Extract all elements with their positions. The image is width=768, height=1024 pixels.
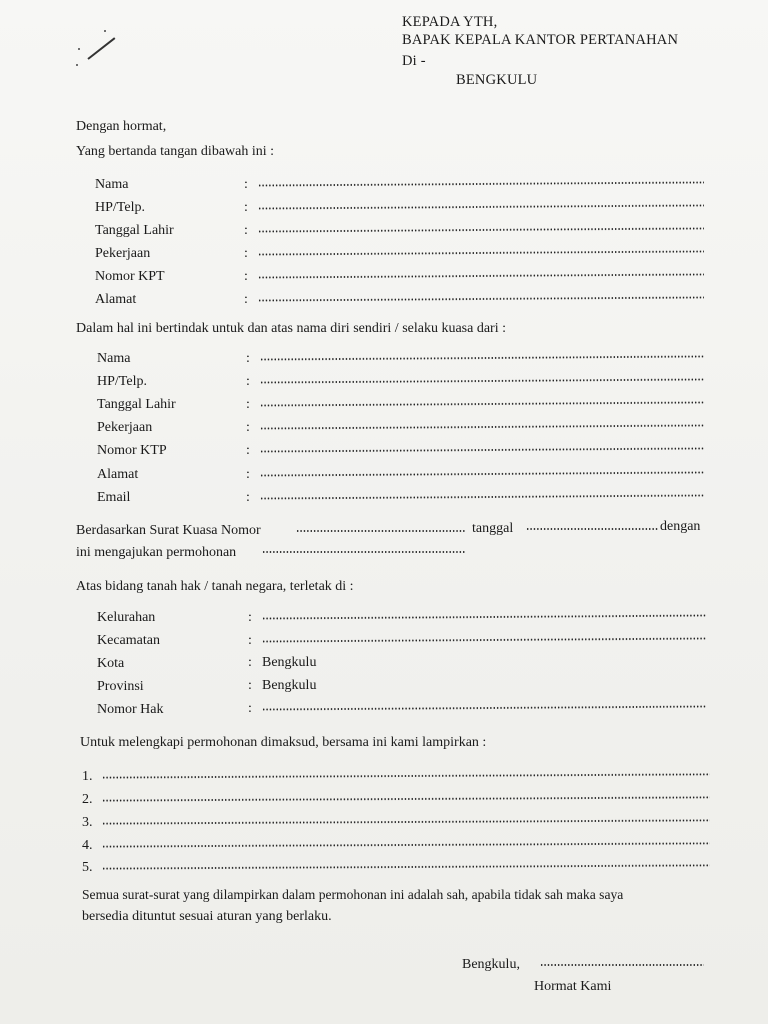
district-field[interactable] bbox=[262, 637, 707, 642]
attachment-number: 3. bbox=[82, 815, 93, 830]
principal-email-label: Email bbox=[97, 490, 131, 505]
principal-address-label: Alamat bbox=[97, 467, 139, 482]
colon: : bbox=[246, 467, 250, 482]
principal-phone-label: HP/Telp. bbox=[97, 374, 147, 389]
poa-date-field[interactable] bbox=[526, 528, 658, 530]
signature-date-field[interactable] bbox=[540, 964, 704, 966]
poa-submission-field[interactable] bbox=[262, 551, 466, 553]
applicant-address-label: Alamat bbox=[95, 292, 137, 307]
attachment-field-2[interactable] bbox=[102, 796, 710, 801]
city-value: Bengkulu bbox=[262, 655, 317, 670]
right-number-label: Nomor Hak bbox=[97, 702, 164, 717]
colon: : bbox=[246, 420, 250, 435]
attachment-number: 1. bbox=[82, 769, 93, 784]
addressee-line-1: KEPADA YTH, bbox=[402, 14, 498, 30]
colon: : bbox=[248, 678, 252, 693]
colon: : bbox=[246, 351, 250, 366]
land-intro: Atas bidang tanah hak / tanah negara, terletak di : bbox=[76, 579, 354, 594]
poa-with-text: dengan bbox=[660, 519, 701, 534]
attachment-number: 2. bbox=[82, 792, 93, 807]
speck bbox=[76, 64, 78, 66]
principal-name-label: Nama bbox=[97, 351, 131, 366]
applicant-id-label: Nomor KPT bbox=[95, 269, 165, 284]
principal-id-field[interactable] bbox=[260, 447, 705, 452]
principal-address-field[interactable] bbox=[260, 471, 705, 476]
province-label: Provinsi bbox=[97, 679, 144, 694]
applicant-occupation-label: Pekerjaan bbox=[95, 246, 151, 261]
applicant-phone-field[interactable] bbox=[258, 204, 704, 209]
principal-phone-field[interactable] bbox=[260, 378, 705, 383]
principal-email-field[interactable] bbox=[260, 494, 705, 499]
attachment-field-1[interactable] bbox=[102, 773, 710, 778]
colon: : bbox=[246, 397, 250, 412]
colon: : bbox=[244, 246, 248, 261]
applicant-address-field[interactable] bbox=[258, 296, 704, 301]
attachment-number: 5. bbox=[82, 860, 93, 875]
attachment-field-4[interactable] bbox=[102, 842, 710, 847]
principal-name-field[interactable] bbox=[260, 355, 705, 360]
pen-mark bbox=[87, 37, 115, 60]
principal-occupation-label: Pekerjaan bbox=[97, 420, 153, 435]
colon: : bbox=[244, 200, 248, 215]
principal-id-label: Nomor KTP bbox=[97, 443, 167, 458]
colon: : bbox=[244, 177, 248, 192]
applicant-name-field[interactable] bbox=[258, 181, 704, 186]
applicant-name-label: Nama bbox=[95, 177, 129, 192]
colon: : bbox=[246, 443, 250, 458]
intro-text: Yang bertanda tangan dibawah ini : bbox=[76, 144, 275, 159]
applicant-birthdate-field[interactable] bbox=[258, 227, 704, 232]
addressee-line-3: Di - bbox=[402, 53, 426, 69]
district-label: Kecamatan bbox=[97, 633, 160, 648]
attachment-number: 4. bbox=[82, 838, 93, 853]
colon: : bbox=[244, 292, 248, 307]
colon: : bbox=[246, 490, 250, 505]
applicant-birthdate-label: Tanggal Lahir bbox=[95, 223, 174, 238]
province-value: Bengkulu bbox=[262, 678, 317, 693]
speck bbox=[78, 48, 80, 50]
poa-number-label: Berdasarkan Surat Kuasa Nomor bbox=[76, 523, 261, 538]
signature-place: Bengkulu, bbox=[462, 957, 520, 972]
applicant-occupation-field[interactable] bbox=[258, 250, 704, 255]
right-number-field[interactable] bbox=[262, 705, 707, 710]
principal-birthdate-label: Tanggal Lahir bbox=[97, 397, 176, 412]
colon: : bbox=[248, 655, 252, 670]
colon: : bbox=[246, 374, 250, 389]
principal-birthdate-field[interactable] bbox=[260, 401, 705, 406]
attachments-intro: Untuk melengkapi permohonan dimaksud, bersama ini kami lampirkan : bbox=[80, 735, 487, 750]
addressee-line-2: BAPAK KEPALA KANTOR PERTANAHAN bbox=[402, 32, 679, 48]
village-label: Kelurahan bbox=[97, 610, 156, 625]
village-field[interactable] bbox=[262, 614, 707, 619]
poa-date-label: tanggal bbox=[472, 521, 514, 536]
poa-number-field[interactable] bbox=[296, 530, 466, 532]
city-label: Kota bbox=[97, 656, 125, 671]
greeting: Dengan hormat, bbox=[76, 119, 167, 134]
colon: : bbox=[248, 701, 252, 716]
attachment-field-3[interactable] bbox=[102, 819, 710, 824]
applicant-id-field[interactable] bbox=[258, 273, 704, 278]
signature-closing: Hormat Kami bbox=[534, 979, 612, 994]
colon: : bbox=[244, 269, 248, 284]
on-behalf-text: Dalam hal ini bertindak untuk dan atas nama diri sendiri / selaku kuasa dari : bbox=[76, 321, 506, 336]
statement-line-1: Semua surat-surat yang dilampirkan dalam permohonan ini adalah sah, apabila tidak sah maka saya bbox=[82, 887, 624, 902]
colon: : bbox=[248, 610, 252, 625]
poa-submission-text: ini mengajukan permohonan bbox=[76, 545, 237, 560]
statement-line-2: bersedia dituntut sesuai aturan yang berlaku. bbox=[82, 909, 332, 924]
applicant-phone-label: HP/Telp. bbox=[95, 200, 145, 215]
principal-occupation-field[interactable] bbox=[260, 424, 705, 429]
colon: : bbox=[248, 633, 252, 648]
colon: : bbox=[244, 223, 248, 238]
speck bbox=[104, 30, 106, 32]
addressee-city: BENGKULU bbox=[456, 72, 538, 88]
attachment-field-5[interactable] bbox=[102, 864, 710, 869]
